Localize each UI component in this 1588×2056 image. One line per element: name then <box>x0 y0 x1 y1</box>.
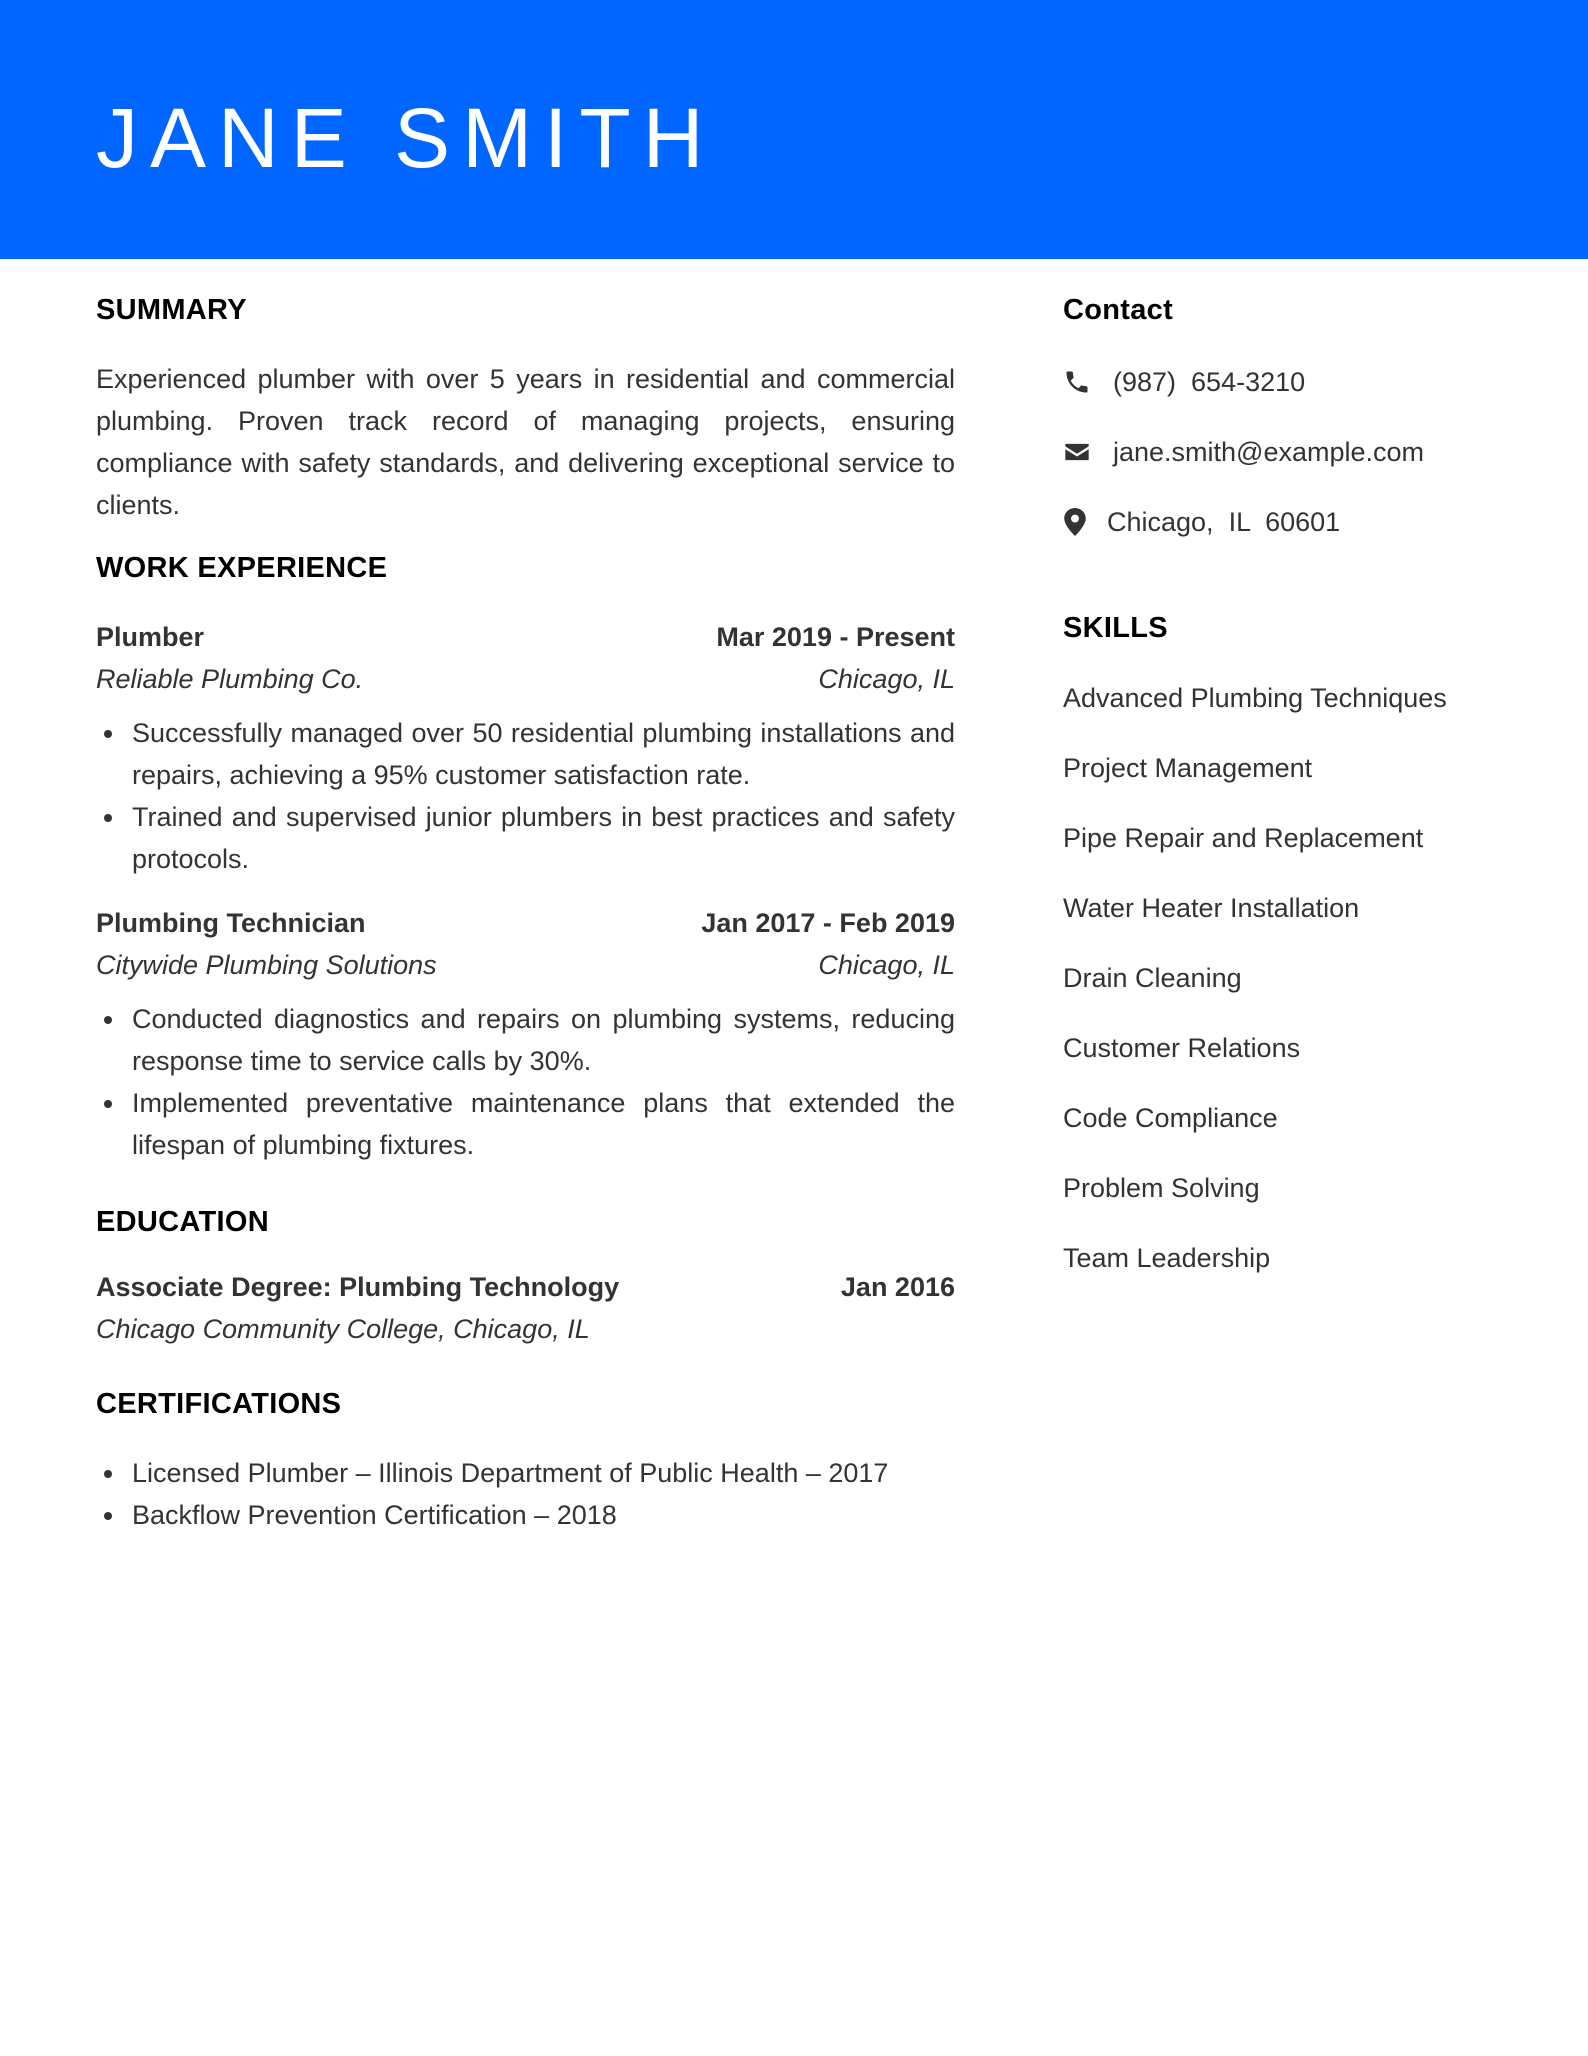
education-header <box>96 1266 955 1308</box>
education-entry <box>96 1266 955 1350</box>
skill-item: Advanced Plumbing Techniques <box>1063 683 1447 713</box>
job-bullet: Successfully managed over 50 residential plumbing installations and repairs, achieving a 95% customer satisfaction rate. <box>96 712 955 796</box>
map-pin-icon <box>1063 506 1095 538</box>
phone-number: (987) 654-3210 <box>1113 367 1306 397</box>
job-header <box>96 902 955 944</box>
envelope-icon <box>1063 436 1095 468</box>
email-address: jane.smith@example.com <box>1113 437 1425 467</box>
contact-location <box>1063 502 1533 542</box>
job-bullets <box>96 712 955 880</box>
work-experience-heading: WORK EXPERIENCE <box>96 552 388 584</box>
job-subheader <box>96 658 955 700</box>
job-dates: Mar 2019 - Present <box>716 622 955 652</box>
school-name: Chicago Community College, Chicago, IL <box>96 1314 590 1344</box>
job-role: Plumber <box>96 622 205 652</box>
school <box>96 1308 955 1350</box>
job-entry <box>96 616 955 880</box>
skill-item: Water Heater Installation <box>1063 893 1360 923</box>
job-dates: Jan 2017 - Feb 2019 <box>701 908 955 938</box>
job-subheader <box>96 944 955 986</box>
skill-item: Customer Relations <box>1063 1033 1301 1063</box>
skill-item: Team Leadership <box>1063 1243 1271 1273</box>
job-header <box>96 616 955 658</box>
resume-header <box>0 0 1588 259</box>
skill-item: Drain Cleaning <box>1063 963 1242 993</box>
degree: Associate Degree: Plumbing Technology <box>96 1272 620 1302</box>
certification-item: Backflow Prevention Certification – 2018 <box>96 1494 955 1536</box>
summary-heading: SUMMARY <box>96 294 247 326</box>
skill-item: Problem Solving <box>1063 1173 1260 1203</box>
summary-text: Experienced plumber with over 5 years in residential and commercial plumbing. Proven track record of managing projects, ensuring compliance with safety standards, and delivering exceptional service to clients. <box>96 364 955 520</box>
location-text: Chicago, IL 60601 <box>1107 507 1341 537</box>
education-heading: EDUCATION <box>96 1206 269 1238</box>
graduation-date: Jan 2016 <box>840 1272 955 1302</box>
job-location: Chicago, IL <box>818 950 955 980</box>
job-company: Citywide Plumbing Solutions <box>96 950 437 980</box>
skills-list <box>1063 678 1533 1278</box>
certifications-heading: CERTIFICATIONS <box>96 1388 342 1420</box>
job-role: Plumbing Technician <box>96 908 366 938</box>
job-company: Reliable Plumbing Co. <box>96 664 364 694</box>
phone-icon <box>1063 366 1095 398</box>
job-bullet: Implemented preventative maintenance plans that extended the lifespan of plumbing fixtures. <box>96 1082 955 1166</box>
candidate-name: JANE SMITH <box>96 91 716 185</box>
skill-item: Code Compliance <box>1063 1103 1278 1133</box>
main-column <box>96 290 955 1536</box>
certifications-list <box>96 1452 955 1536</box>
job-bullets <box>96 998 955 1166</box>
contact-email <box>1063 432 1533 472</box>
skill-item: Pipe Repair and Replacement <box>1063 823 1424 853</box>
certification-item: Licensed Plumber – Illinois Department of Public Health – 2017 <box>96 1452 955 1494</box>
job-bullet: Conducted diagnostics and repairs on plumbing systems, reducing response time to service calls by 30%. <box>96 998 955 1082</box>
job-bullet: Trained and supervised junior plumbers in best practices and safety protocols. <box>96 796 955 880</box>
skill-item: Project Management <box>1063 753 1313 783</box>
contact-phone <box>1063 362 1533 402</box>
sidebar-column <box>1063 290 1533 1308</box>
contact-heading: Contact <box>1063 294 1174 326</box>
job-entry <box>96 902 955 1166</box>
skills-heading: SKILLS <box>1063 612 1168 644</box>
job-location: Chicago, IL <box>818 664 955 694</box>
